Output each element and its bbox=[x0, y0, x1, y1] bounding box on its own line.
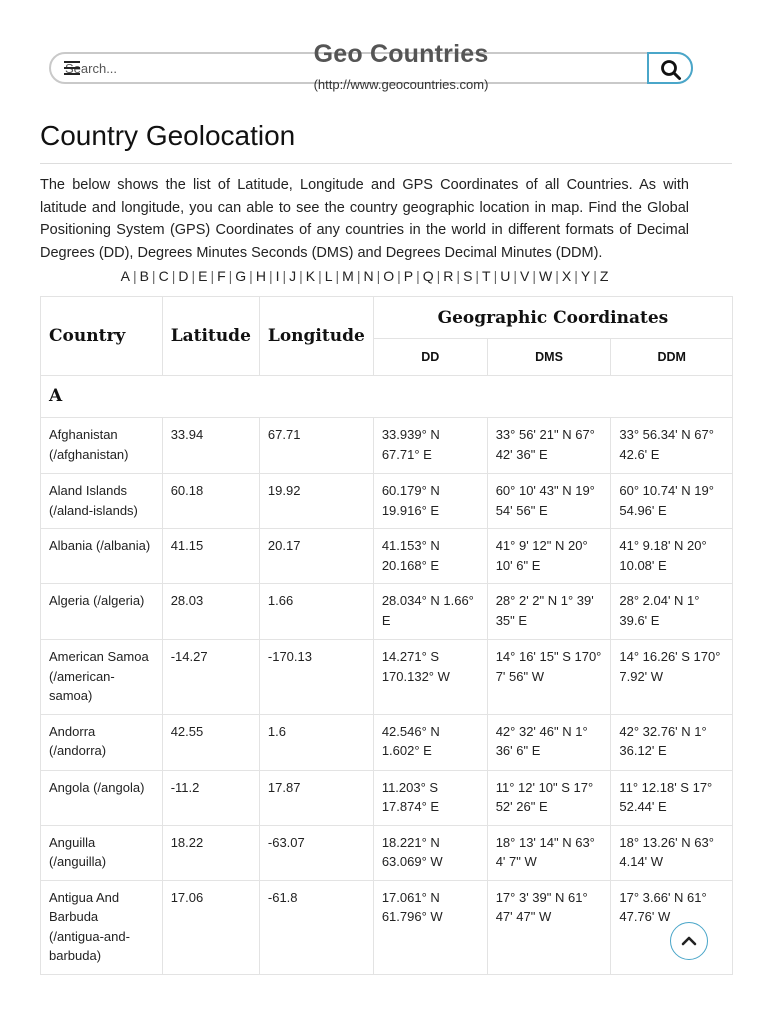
cell-longitude: 1.66 bbox=[259, 584, 373, 640]
alphabet-separator: | bbox=[376, 268, 381, 284]
cell-dd: 18.221° N 63.069° W bbox=[373, 825, 487, 880]
alphabet-link-p[interactable]: P bbox=[403, 268, 414, 284]
cell-ddm: 42° 32.76' N 1° 36.12' E bbox=[611, 714, 733, 770]
alphabet-separator: | bbox=[132, 268, 137, 284]
cell-ddm: 33° 56.34' N 67° 42.6' E bbox=[611, 418, 733, 474]
intro-paragraph: The below shows the list of Latitude, Longitude and GPS Coordinates of all Countries. As with latitude and longitude, you can able to see the country geographic location in map. Find the Global Positioning System (GPS) Coordinates of any countries in the world in different formats of Decimal Degrees (DD), Degrees Minutes Seconds (DMS) and Degrees Decimal Minutes (DDM). bbox=[40, 177, 689, 261]
alphabet-separator: | bbox=[151, 268, 156, 284]
header-country: Country bbox=[41, 297, 163, 376]
cell-ddm: 14° 16.26' S 170° 7.92' W bbox=[611, 640, 733, 715]
cell-country[interactable]: Antigua And Barbuda (/antigua-and-barbuda) bbox=[41, 880, 163, 974]
alphabet-link-f[interactable]: F bbox=[217, 268, 226, 284]
alphabet-separator: | bbox=[268, 268, 273, 284]
alphabet-separator: | bbox=[191, 268, 196, 284]
alphabet-separator: | bbox=[397, 268, 401, 284]
page-title: Country Geolocation bbox=[40, 120, 296, 151]
cell-longitude: 67.71 bbox=[259, 418, 373, 474]
alphabet-separator: | bbox=[228, 268, 233, 284]
cell-latitude: 60.18 bbox=[162, 474, 259, 529]
table-row bbox=[41, 880, 733, 974]
cell-longitude: 19.92 bbox=[259, 474, 373, 529]
section-label: A bbox=[41, 376, 733, 418]
alphabet-link-s[interactable]: S bbox=[463, 268, 473, 284]
cell-latitude: 28.03 bbox=[162, 584, 259, 640]
cell-ddm: 17° 3.66' N 61° 47.76' W bbox=[611, 880, 733, 974]
alphabet-nav bbox=[40, 268, 689, 284]
header-dd: DD bbox=[373, 339, 487, 376]
alphabet-link-u[interactable]: U bbox=[500, 268, 511, 284]
header-geographic-coordinates: Geographic Coordinates bbox=[373, 297, 732, 339]
alphabet-link-a[interactable]: A bbox=[120, 268, 130, 284]
table-row bbox=[41, 418, 733, 474]
table-row bbox=[41, 770, 733, 825]
alphabet-link-t[interactable]: T bbox=[482, 268, 491, 284]
cell-dms: 14° 16' 15" S 170° 7' 56" W bbox=[487, 640, 611, 715]
alphabet-separator: | bbox=[532, 268, 536, 284]
cell-country[interactable]: Angola (/angola) bbox=[41, 770, 163, 825]
cell-country[interactable]: Andorra (/andorra) bbox=[41, 714, 163, 770]
alphabet-link-g[interactable]: G bbox=[235, 268, 247, 284]
cell-dd: 28.034° N 1.66° E bbox=[373, 584, 487, 640]
cell-latitude: -11.2 bbox=[162, 770, 259, 825]
alphabet-link-m[interactable]: M bbox=[342, 268, 354, 284]
site-url[interactable]: (http://www.geocountries.com) bbox=[313, 77, 489, 92]
cell-country[interactable]: Albania (/albania) bbox=[41, 529, 163, 584]
alphabet-separator: | bbox=[299, 268, 303, 284]
cell-dd: 17.061° N 61.796° W bbox=[373, 880, 487, 974]
cell-latitude: 41.15 bbox=[162, 529, 259, 584]
alphabet-separator: | bbox=[171, 268, 176, 284]
cell-dms: 17° 3' 39" N 61° 47' 47" W bbox=[487, 880, 611, 974]
alphabet-separator: | bbox=[416, 268, 420, 284]
cell-ddm: 28° 2.04' N 1° 39.6' E bbox=[611, 584, 733, 640]
cell-dms: 28° 2' 2" N 1° 39' 35" E bbox=[487, 584, 611, 640]
cell-longitude: 20.17 bbox=[259, 529, 373, 584]
table-row bbox=[41, 474, 733, 529]
alphabet-link-o[interactable]: O bbox=[383, 268, 395, 284]
site-title[interactable]: Geo Countries bbox=[313, 40, 489, 68]
section-row bbox=[41, 376, 733, 418]
alphabet-separator: | bbox=[356, 268, 361, 284]
table-body bbox=[41, 376, 733, 975]
alphabet-link-r[interactable]: R bbox=[443, 268, 454, 284]
header-latitude: Latitude bbox=[162, 297, 259, 376]
alphabet-link-e[interactable]: E bbox=[198, 268, 208, 284]
cell-latitude: 42.55 bbox=[162, 714, 259, 770]
alphabet-separator: | bbox=[513, 268, 518, 284]
alphabet-separator: | bbox=[335, 268, 340, 284]
cell-dd: 41.153° N 20.168° E bbox=[373, 529, 487, 584]
cell-dd: 11.203° S 17.874° E bbox=[373, 770, 487, 825]
cell-latitude: 18.22 bbox=[162, 825, 259, 880]
alphabet-link-n[interactable]: N bbox=[363, 268, 374, 284]
cell-ddm: 11° 12.18' S 17° 52.44' E bbox=[611, 770, 733, 825]
alphabet-separator: | bbox=[318, 268, 322, 284]
alphabet-link-k[interactable]: K bbox=[305, 268, 316, 284]
alphabet-link-i[interactable]: I bbox=[275, 268, 280, 284]
cell-latitude: -14.27 bbox=[162, 640, 259, 715]
title-divider bbox=[40, 163, 732, 164]
alphabet-separator: | bbox=[574, 268, 578, 284]
cell-country[interactable]: Aland Islands (/aland-islands) bbox=[41, 474, 163, 529]
alphabet-link-v[interactable]: V bbox=[520, 268, 530, 284]
cell-ddm: 60° 10.74' N 19° 54.96' E bbox=[611, 474, 733, 529]
chevron-up-icon bbox=[679, 931, 699, 951]
alphabet-separator: | bbox=[593, 268, 597, 284]
cell-longitude: 1.6 bbox=[259, 714, 373, 770]
cell-dms: 18° 13' 14" N 63° 4' 7" W bbox=[487, 825, 611, 880]
header-longitude: Longitude bbox=[259, 297, 373, 376]
cell-longitude: 17.87 bbox=[259, 770, 373, 825]
cell-latitude: 33.94 bbox=[162, 418, 259, 474]
cell-ddm: 41° 9.18' N 20° 10.08' E bbox=[611, 529, 733, 584]
cell-country[interactable]: Algeria (/algeria) bbox=[41, 584, 163, 640]
table-row bbox=[41, 714, 733, 770]
cell-dd: 60.179° N 19.916° E bbox=[373, 474, 487, 529]
site-header bbox=[0, 0, 768, 110]
alphabet-link-z[interactable]: Z bbox=[599, 268, 609, 284]
alphabet-separator: | bbox=[282, 268, 287, 284]
cell-dd: 42.546° N 1.602° E bbox=[373, 714, 487, 770]
alphabet-link-q[interactable]: Q bbox=[422, 268, 434, 284]
cell-dms: 33° 56' 21" N 67° 42' 36" E bbox=[487, 418, 611, 474]
table-row bbox=[41, 529, 733, 584]
alphabet-link-l[interactable]: L bbox=[324, 268, 333, 284]
alphabet-separator: | bbox=[456, 268, 461, 284]
table-row bbox=[41, 640, 733, 715]
alphabet-separator: | bbox=[555, 268, 559, 284]
alphabet-link-d[interactable]: D bbox=[178, 268, 189, 284]
alphabet-link-c[interactable]: C bbox=[158, 268, 169, 284]
header-dms: DMS bbox=[487, 339, 611, 376]
cell-country[interactable]: Afghanistan (/afghanistan) bbox=[41, 418, 163, 474]
cell-country[interactable]: American Samoa (/american-samoa) bbox=[41, 640, 163, 715]
alphabet-link-w[interactable]: W bbox=[539, 268, 553, 284]
cell-dms: 42° 32' 46" N 1° 36' 6" E bbox=[487, 714, 611, 770]
cell-ddm: 18° 13.26' N 63° 4.14' W bbox=[611, 825, 733, 880]
alphabet-link-y[interactable]: Y bbox=[580, 268, 591, 284]
alphabet-separator: | bbox=[436, 268, 441, 284]
table-row bbox=[41, 584, 733, 640]
cell-dms: 41° 9' 12" N 20° 10' 6" E bbox=[487, 529, 611, 584]
alphabet-separator: | bbox=[249, 268, 253, 284]
cell-longitude: -170.13 bbox=[259, 640, 373, 715]
header-ddm: DDM bbox=[611, 339, 733, 376]
cell-longitude: -61.8 bbox=[259, 880, 373, 974]
table-row bbox=[41, 825, 733, 880]
alphabet-link-b[interactable]: B bbox=[139, 268, 149, 284]
cell-longitude: -63.07 bbox=[259, 825, 373, 880]
cell-country[interactable]: Anguilla (/anguilla) bbox=[41, 825, 163, 880]
alphabet-separator: | bbox=[475, 268, 480, 284]
scroll-top-button[interactable] bbox=[670, 922, 708, 960]
cell-dd: 14.271° S 170.132° W bbox=[373, 640, 487, 715]
cell-dd: 33.939° N 67.71° E bbox=[373, 418, 487, 474]
cell-dms: 11° 12' 10" S 17° 52' 26" E bbox=[487, 770, 611, 825]
cell-latitude: 17.06 bbox=[162, 880, 259, 974]
alphabet-separator: | bbox=[493, 268, 498, 284]
alphabet-separator: | bbox=[210, 268, 215, 284]
alphabet-link-j[interactable]: J bbox=[289, 268, 297, 284]
alphabet-link-x[interactable]: X bbox=[561, 268, 572, 284]
country-table bbox=[40, 296, 733, 975]
cell-dms: 60° 10' 43" N 19° 54' 56" E bbox=[487, 474, 611, 529]
alphabet-link-h[interactable]: H bbox=[255, 268, 266, 284]
